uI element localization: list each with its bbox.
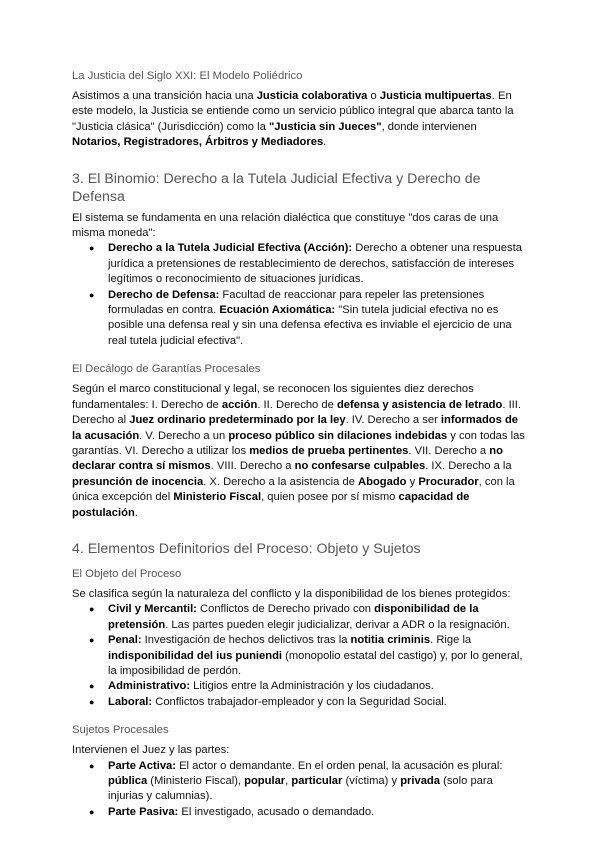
text-run: o bbox=[367, 90, 380, 102]
text-run: . III. Derecho al bbox=[72, 398, 522, 427]
spacer bbox=[72, 521, 528, 540]
bold-term: Justicia colaborativa bbox=[256, 90, 368, 102]
list-item-parte-activa bbox=[108, 759, 528, 805]
text-run: Derecho a obtener una respuesta jurídica a pretensiones de restablecimiento de derechos, satisfacción de intereses legítimos o reconocimiento de situaciones jurídicas. bbox=[108, 242, 522, 286]
text-run: El actor o demandante. En el orden penal, la acusación es plural: bbox=[175, 759, 503, 772]
text-run: . X. Derecho a la asistencia de bbox=[203, 475, 359, 488]
text-run: Investigación de hechos delictivos tras la bbox=[141, 634, 351, 647]
list-item-administrativo bbox=[108, 679, 528, 694]
list-objeto bbox=[72, 602, 528, 710]
list-sujetos bbox=[72, 759, 528, 821]
text-run: , bbox=[285, 775, 292, 787]
text-run: . IX. Derecho a la bbox=[425, 460, 512, 473]
bold-term: informados de la acusación bbox=[72, 414, 518, 442]
bold-term: notitia criminis bbox=[350, 634, 431, 647]
paragraph-sujetos-intro: Intervienen el Juez y las partes: bbox=[72, 744, 230, 757]
heading-decalogo: El Decálogo de Garantías Procesales bbox=[72, 363, 261, 376]
bold-term: Parte Pasiva: bbox=[108, 805, 179, 818]
list-item-laboral bbox=[108, 695, 528, 710]
bold-term: Abogado bbox=[358, 475, 407, 488]
text-run: Litigios entre la Administración y los ciudadanos. bbox=[190, 680, 434, 693]
text-run: , con la única excepción del bbox=[72, 475, 515, 504]
spacer bbox=[72, 349, 528, 362]
list-item-tutela bbox=[108, 241, 528, 287]
bold-term: privada bbox=[400, 775, 440, 787]
bold-term: "Justicia sin Jueces" bbox=[268, 120, 382, 133]
bold-term: medios de prueba pertinentes bbox=[249, 444, 409, 457]
text-run: . VIII. Derecho a bbox=[210, 460, 295, 473]
bold-term: capacidad de postulación bbox=[72, 491, 470, 519]
text-run: . IV. Derecho a ser bbox=[345, 414, 441, 427]
paragraph-decalogo bbox=[72, 382, 528, 521]
text-run: . En este modelo, la Justicia se entiende como un servicio público integral que abarca tanto la "Justicia clásica" (Jurisdicción) como la bbox=[72, 90, 514, 133]
bold-term: Derecho a la Tutela Judicial Efectiva (Acción): bbox=[108, 242, 353, 255]
spacer bbox=[72, 151, 528, 170]
heading-sujetos-procesales: Sujetos Procesales bbox=[72, 724, 169, 737]
heading-objeto-proceso: El Objeto del Proceso bbox=[72, 567, 182, 580]
bold-term: pública bbox=[108, 775, 148, 787]
bold-term: no declarar contra sí mismos bbox=[72, 444, 503, 473]
text-run: (monopolio estatal del castigo) y, por lo general, la imposibilidad de perdón. bbox=[108, 649, 523, 677]
text-run: . Rige la bbox=[430, 634, 472, 647]
text-run: , donde intervienen bbox=[381, 120, 477, 133]
bold-term: popular bbox=[244, 775, 286, 787]
text-run: Facultad de reaccionar para repeler las pretensiones formuladas en contra. bbox=[108, 288, 485, 317]
paragraph-modelo-poliedrico bbox=[72, 89, 528, 151]
text-run: Conflictos de Derecho privado con bbox=[196, 603, 375, 616]
bold-term: Laboral: bbox=[108, 695, 153, 708]
text-run: , quien posee por sí mismo bbox=[261, 491, 399, 504]
text-run: . bbox=[134, 506, 138, 519]
text-run: Conflictos trabajador-empleador y con la Seguridad Social. bbox=[152, 695, 447, 708]
text-run: Asistimos a una transición hacia una bbox=[72, 90, 257, 102]
text-run: . Las partes pueden elegir judicializar, derivar a ADR o la resignación. bbox=[165, 618, 510, 631]
bold-term: Ministerio Fiscal bbox=[173, 491, 262, 504]
paragraph-objeto-intro: Se clasifica según la naturaleza del conflicto y la disponibilidad de los bienes protegidos: bbox=[72, 587, 511, 600]
bold-term: defensa y asistencia de letrado bbox=[336, 398, 503, 411]
bold-term: presunción de inocencia bbox=[72, 475, 204, 488]
heading-justicia-siglo-xxi: La Justicia del Siglo XXI: El Modelo Poliédrico bbox=[72, 70, 303, 82]
text-run: (solo para injurias y calumnias). bbox=[108, 775, 493, 803]
bold-term: Administrativo: bbox=[108, 680, 191, 693]
text-run: y con todas las garantías. VI. Derecho a utilizar los bbox=[72, 429, 525, 457]
list-binomio bbox=[72, 241, 528, 349]
text-run: . VII. Derecho a bbox=[408, 444, 490, 457]
text-run: . bbox=[323, 136, 327, 149]
bold-term: particular bbox=[291, 775, 343, 787]
heading-binomio: 3. El Binomio: Derecho a la Tutela Judicial Efectiva y Derecho de Defensa bbox=[72, 170, 481, 205]
list-item-defensa bbox=[108, 288, 528, 350]
bold-term: disponibilidad de la pretensión bbox=[108, 603, 479, 631]
bold-term: indisponibilidad del ius puniendi bbox=[108, 649, 283, 662]
text-run: (víctima) y bbox=[342, 775, 401, 787]
bold-term: Civil y Mercantil: bbox=[108, 603, 197, 616]
bold-term: Justicia multipuertas bbox=[379, 90, 492, 102]
text-run: . II. Derecho de bbox=[257, 398, 337, 411]
document-content bbox=[72, 69, 528, 820]
list-item-parte-pasiva bbox=[108, 805, 528, 820]
text-run: y bbox=[406, 475, 419, 488]
text-run: Según el marco constitucional y legal, se reconocen los siguientes diez derechos fundamentales: I. Derecho de bbox=[72, 383, 474, 411]
bold-term: no confesarse culpables bbox=[294, 460, 426, 473]
list-item-civil bbox=[108, 602, 528, 633]
text-run: El investigado, acusado o demandado. bbox=[178, 805, 375, 818]
bold-term: Parte Activa: bbox=[108, 759, 176, 772]
bold-term: Ecuación Axiomática: bbox=[219, 304, 336, 317]
bold-term: acción bbox=[221, 398, 258, 411]
bold-term: Derecho de Defensa: bbox=[108, 288, 220, 301]
bold-term: Penal: bbox=[108, 634, 142, 647]
bold-term: Notarios, Registradores, Árbitros y Mediadores bbox=[72, 136, 324, 149]
list-item-penal bbox=[108, 633, 528, 679]
heading-elementos-definitorios: 4. Elementos Definitorios del Proceso: Objeto y Sujetos bbox=[72, 540, 421, 557]
paragraph-binomio-intro: El sistema se fundamenta en una relación dialéctica que constituye "dos caras de una misma moneda": bbox=[72, 211, 499, 240]
bold-term: Procurador bbox=[418, 475, 479, 488]
text-run: "Sin tutela judicial efectiva no es posible una defensa real y sin una defensa efectiva es inviable el ejercicio de una real tutela judicial efectiva". bbox=[108, 304, 512, 347]
text-run: (Ministerio Fiscal), bbox=[147, 775, 245, 787]
spacer bbox=[72, 710, 528, 723]
text-run: . V. Derecho a un bbox=[139, 429, 229, 442]
bold-term: proceso público sin dilaciones indebidas bbox=[228, 429, 448, 442]
bold-term: Juez ordinario predeterminado por la ley bbox=[129, 414, 346, 427]
